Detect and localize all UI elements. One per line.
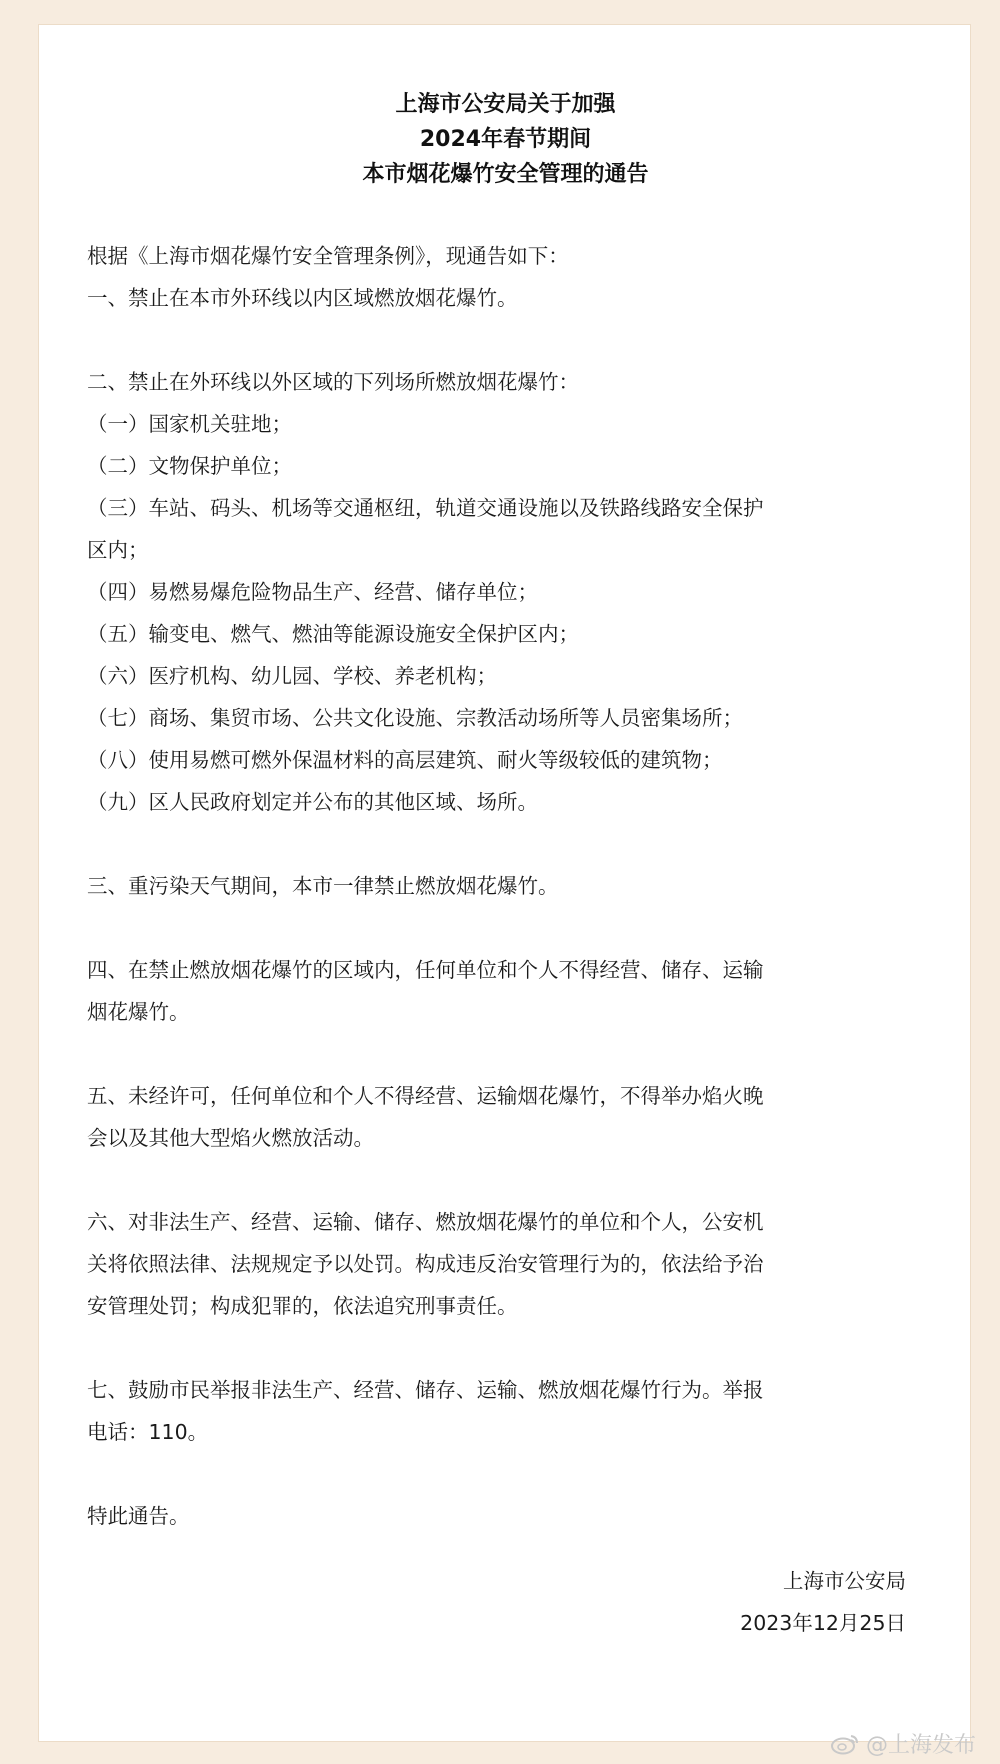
notice-title	[39, 87, 972, 192]
article-6-line: 六、对非法生产、经营、运输、储存、燃放烟花爆竹的单位和个人，公安机	[87, 1210, 764, 1234]
article-6-line: 安管理处罚；构成犯罪的，依法追究刑事责任。	[87, 1294, 518, 1318]
paragraph-gap	[87, 1327, 927, 1369]
title-line-3: 本市烟花爆竹安全管理的通告	[362, 162, 649, 187]
article-7-line: 电话：110。	[87, 1420, 209, 1444]
title-line-2: 2024年春节期间	[419, 127, 592, 152]
paragraph-gap	[87, 907, 927, 949]
paragraph-gap	[87, 319, 927, 361]
notice-page	[38, 24, 971, 1742]
list-item: （八）使用易燃可燃外保温材料的高层建筑、耐火等级较低的建筑物；	[87, 748, 723, 772]
article-3: 三、重污染天气期间，本市一律禁止燃放烟花爆竹。	[87, 874, 559, 898]
list-item: （二）文物保护单位；	[87, 454, 292, 478]
weibo-watermark	[830, 1728, 976, 1759]
issue-date: 2023年12月25日	[740, 1611, 906, 1635]
list-item: （九）区人民政府划定并公布的其他区域、场所。	[87, 790, 538, 814]
article-5-line: 五、未经许可，任何单位和个人不得经营、运输烟花爆竹，不得举办焰火晚	[87, 1084, 764, 1108]
paragraph-gap	[87, 1159, 927, 1201]
article-5-line: 会以及其他大型焰火燃放活动。	[87, 1126, 374, 1150]
list-item: 区内；	[87, 538, 149, 562]
closing-line: 特此通告。	[87, 1504, 190, 1528]
article-4-line: 烟花爆竹。	[87, 1000, 190, 1024]
paragraph-gap	[87, 1453, 927, 1495]
list-item: （一）国家机关驻地；	[87, 412, 292, 436]
weibo-icon	[830, 1733, 860, 1755]
issuer-name: 上海市公安局	[783, 1569, 906, 1593]
article-1: 一、禁止在本市外环线以内区域燃放烟花爆竹。	[87, 286, 518, 310]
article-2-intro: 二、禁止在外环线以外区域的下列场所燃放烟花爆竹：	[87, 370, 579, 394]
list-item: （七）商场、集贸市场、公共文化设施、宗教活动场所等人员密集场所；	[87, 706, 743, 730]
article-4-line: 四、在禁止燃放烟花爆竹的区域内，任何单位和个人不得经营、储存、运输	[87, 958, 764, 982]
list-item: （六）医疗机构、幼儿园、学校、养老机构；	[87, 664, 497, 688]
article-6-line: 关将依照法律、法规规定予以处罚。构成违反治安管理行为的，依法给予治	[87, 1252, 764, 1276]
intro-paragraph: 根据《上海市烟花爆竹安全管理条例》，现通告如下：	[87, 244, 569, 268]
list-item: （三）车站、码头、机场等交通枢纽，轨道交通设施以及铁路线路安全保护	[87, 496, 764, 520]
list-item: （五）输变电、燃气、燃油等能源设施安全保护区内；	[87, 622, 579, 646]
signature-block	[740, 1560, 906, 1644]
notice-body	[87, 235, 927, 1537]
article-7-line: 七、鼓励市民举报非法生产、经营、储存、运输、燃放烟花爆竹行为。举报	[87, 1378, 764, 1402]
title-line-1: 上海市公安局关于加强	[395, 92, 616, 117]
list-item: （四）易燃易爆危险物品生产、经营、储存单位；	[87, 580, 538, 604]
watermark-text: @上海发布	[865, 1733, 976, 1758]
paragraph-gap	[87, 1033, 927, 1075]
paragraph-gap	[87, 823, 927, 865]
